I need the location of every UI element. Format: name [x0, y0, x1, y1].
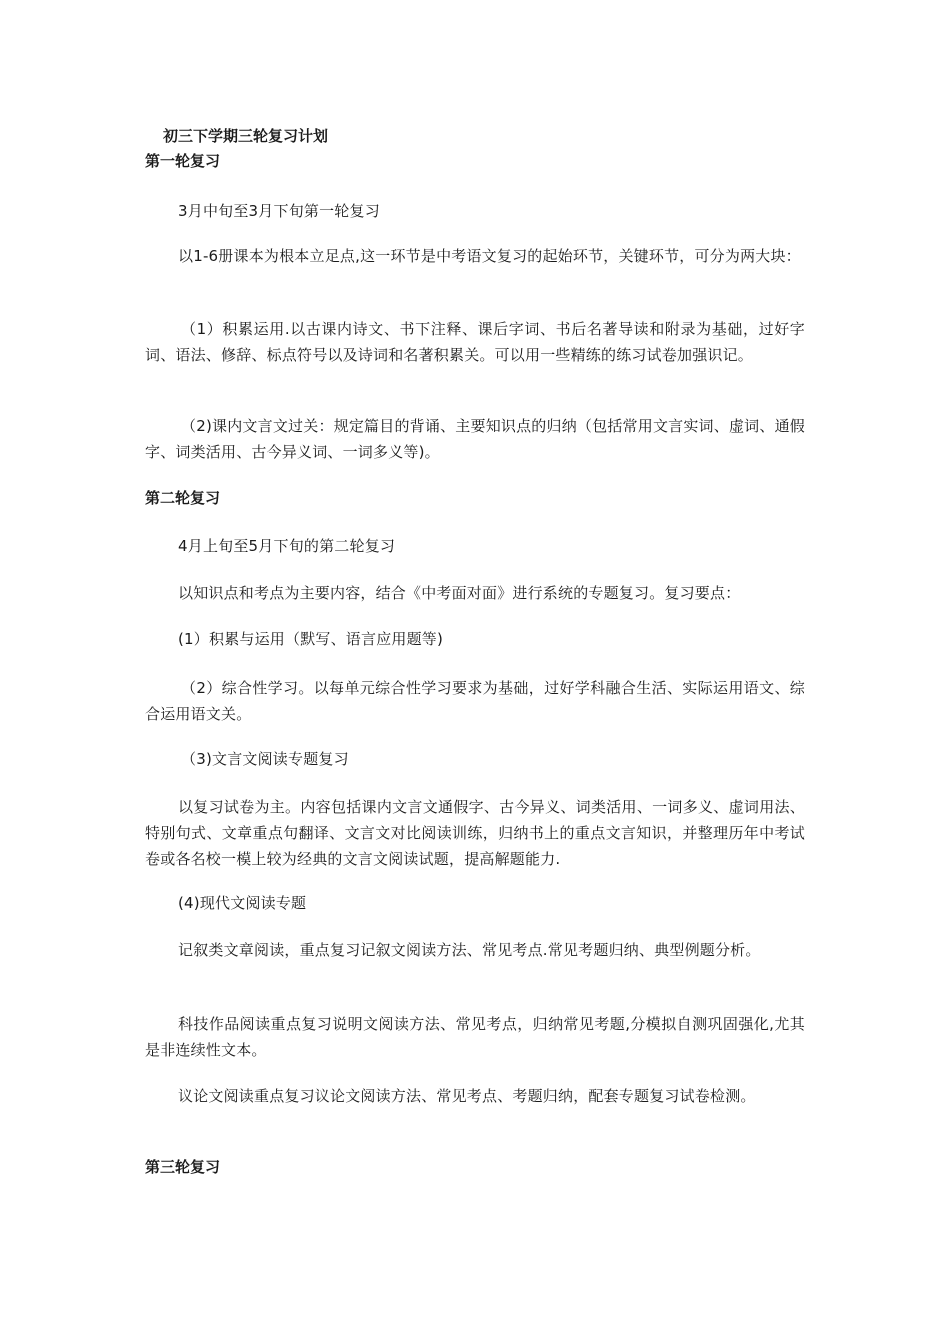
- round2-item4-p3: 议论文阅读重点复习议论文阅读方法、常见考点、考题归纳，配套专题复习试卷检测。: [178, 1087, 756, 1105]
- round1-intro: 以1-6册课本为根本立足点,这一环节是中考语文复习的起始环节，关键环节，可分为两大块：: [178, 247, 801, 265]
- round1-date: 3月中旬至3月下旬第一轮复习: [178, 202, 380, 220]
- round2-date: 4月上旬至5月下旬的第二轮复习: [178, 537, 396, 555]
- round1-item1: （1）积累运用.以古课内诗文、书下注释、课后字词、书后名著导读和附录为基础，过好字词、语法、修辞、标点符号以及诗词和名著积累关。可以用一些精练的练习试卷加强识记。: [145, 320, 805, 364]
- section-heading-round3: 第三轮复习: [145, 1158, 221, 1176]
- section-heading-round2: 第二轮复习: [145, 489, 221, 507]
- section-heading-round1: 第一轮复习: [145, 152, 221, 170]
- round2-item3: （3)文言文阅读专题复习: [181, 750, 349, 768]
- round2-intro: 以知识点和考点为主要内容，结合《中考面对面》进行系统的专题复习。复习要点：: [178, 584, 741, 602]
- round2-item4-p2: 科技作品阅读重点复习说明文阅读方法、常见考点，归纳常见考题,分模拟自测巩固强化,尤其是非连续性文本。: [145, 1015, 805, 1059]
- round2-item4: (4)现代文阅读专题: [178, 894, 307, 912]
- document-title: 初三下学期三轮复习计划: [163, 127, 329, 145]
- round2-item1: (1）积累与运用（默写、语言应用题等): [178, 630, 444, 648]
- round2-item4-p1: 记叙类文章阅读，重点复习记叙文阅读方法、常见考点.常见考题归纳、典型例题分析。: [178, 941, 761, 959]
- round2-item3-body: 以复习试卷为主。内容包括课内文言文通假字、古今异义、词类活用、一词多义、虚词用法、特别句式、文章重点句翻译、文言文对比阅读训练，归纳书上的重点文言知识，并整理历年中考试卷或各名校一模上较为经典的文言文阅读试题，提高解题能力.: [145, 798, 805, 868]
- round1-item2: （2)课内文言文过关：规定篇目的背诵、主要知识点的归纳（包括常用文言实词、虚词、通假字、词类活用、古今异义词、一词多义等)。: [145, 417, 805, 461]
- round2-item2: （2）综合性学习。以每单元综合性学习要求为基础，过好学科融合生活、实际运用语文、综合运用语文关。: [145, 679, 805, 723]
